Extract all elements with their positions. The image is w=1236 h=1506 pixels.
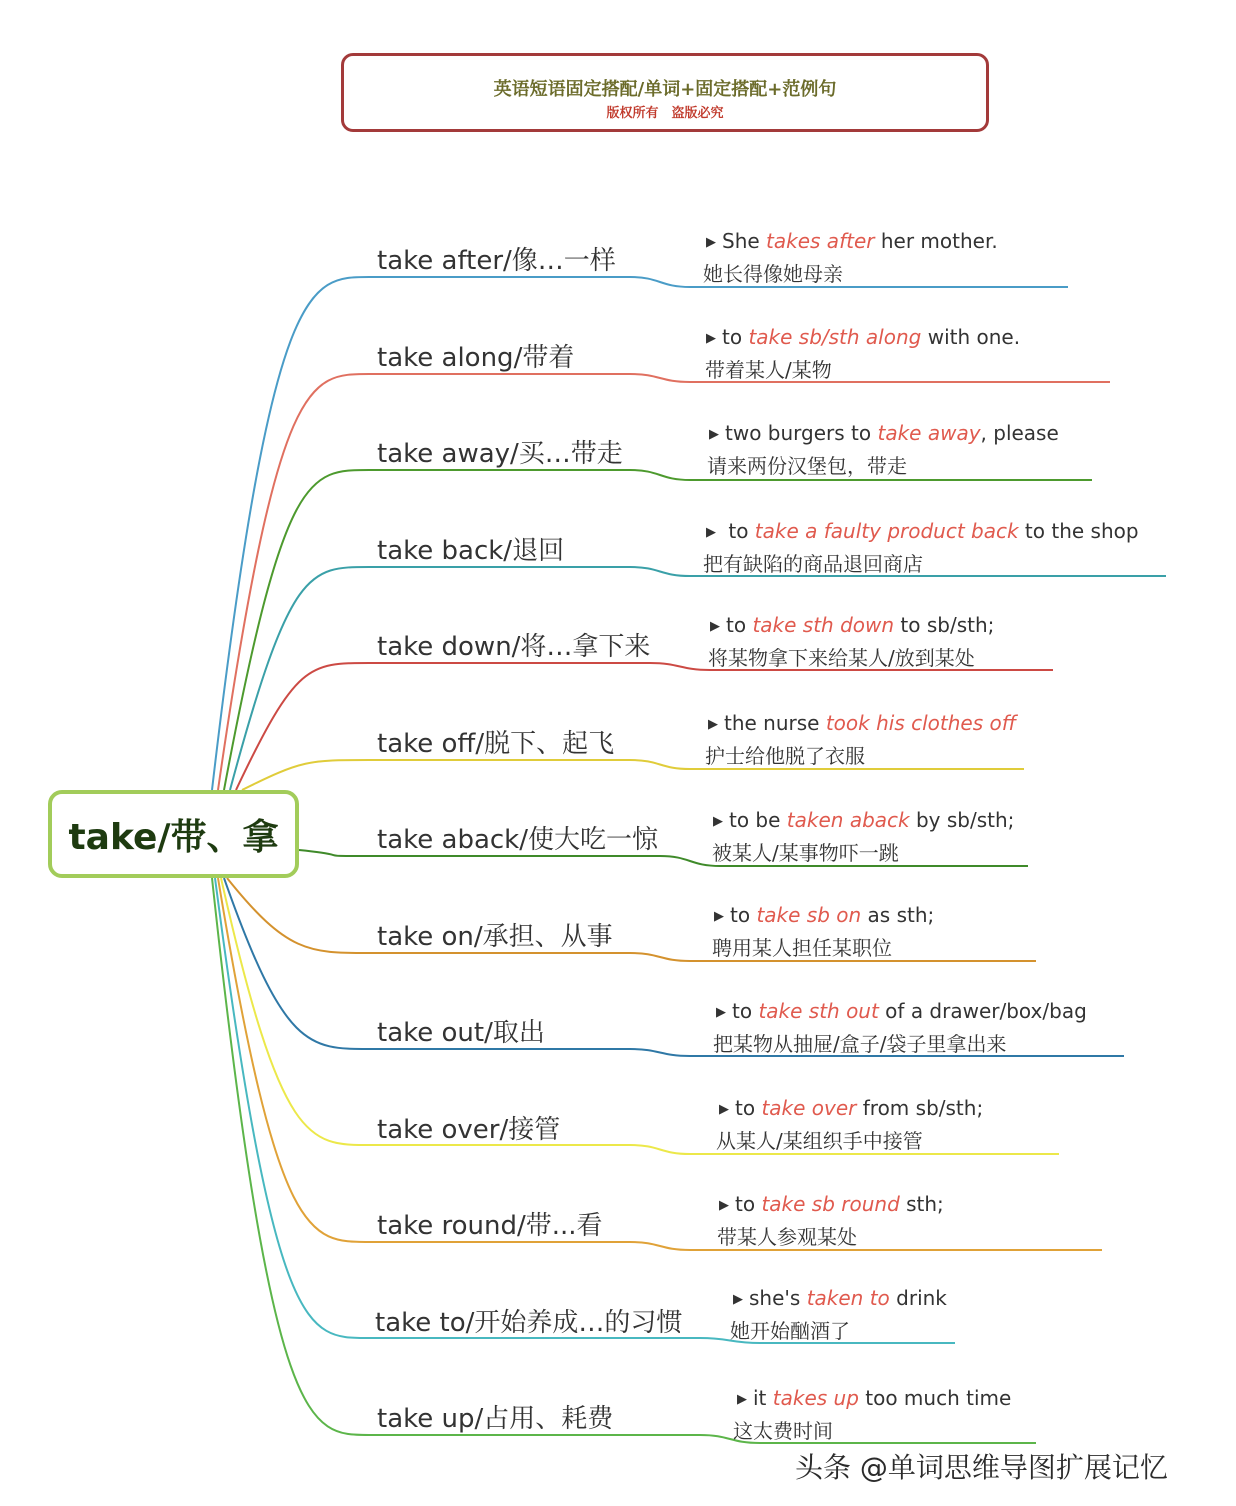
bullet-triangle-icon: ▶	[719, 1198, 729, 1213]
example-phrase-highlight: take sb/sth along	[748, 325, 922, 349]
page-title: 英语短语固定搭配/单词+固定搭配+范例句	[493, 79, 837, 100]
branch-label: take out/取出	[377, 1018, 545, 1048]
example-translation: 将某物拿下来给某人/放到某处	[708, 646, 975, 670]
example-text: to sb/sth;	[894, 613, 995, 637]
bullet-triangle-icon: ▶	[706, 331, 716, 346]
branch-label: take round/带...看	[377, 1211, 603, 1241]
example-phrase-highlight: took his clothes off	[825, 711, 1017, 735]
example-sentence	[737, 1386, 1011, 1410]
branch-label: take on/承担、从事	[377, 922, 613, 952]
example-sentence	[708, 711, 1016, 735]
example-text: from sb/sth;	[856, 1096, 984, 1120]
example-text: too much time	[858, 1386, 1012, 1410]
example-phrase-highlight: takes after	[766, 229, 875, 253]
example-text: to	[730, 903, 757, 927]
branch-label: take over/接管	[377, 1115, 561, 1145]
example-text: to	[722, 519, 755, 543]
example-phrase-highlight: take sb on	[756, 903, 862, 927]
example-phrase-highlight: take over	[761, 1096, 857, 1120]
bullet-triangle-icon: ▶	[706, 525, 716, 540]
example-text: to	[735, 1096, 762, 1120]
example-translation: 她长得像她母亲	[703, 262, 843, 286]
example-text: her mother.	[874, 229, 998, 253]
branch-connector	[212, 878, 1036, 1443]
bullet-triangle-icon: ▶	[716, 1005, 726, 1020]
example-sentence	[719, 1096, 983, 1120]
branch-connector	[218, 878, 1102, 1250]
example-sentence	[709, 421, 1059, 445]
example-translation: 把某物从抽屉/盒子/袋子里拿出来	[713, 1032, 1007, 1056]
example-phrase-highlight: take sth out	[758, 999, 879, 1023]
example-sentence	[710, 613, 994, 637]
example-translation: 请来两份汉堡包，带走	[707, 454, 907, 478]
example-text: to the shop	[1018, 519, 1139, 543]
example-phrase-highlight: take away	[877, 421, 981, 445]
example-sentence	[706, 325, 1020, 349]
branch-label: take along/带着	[377, 343, 575, 373]
example-text: , please	[980, 421, 1059, 445]
example-translation: 从某人/某组织手中接管	[716, 1129, 923, 1153]
example-translation: 被某人/某事物吓一跳	[712, 841, 899, 865]
branch-label: take aback/使大吃一惊	[377, 825, 658, 855]
example-phrase-highlight: take sth down	[752, 613, 895, 637]
bullet-triangle-icon: ▶	[737, 1392, 747, 1407]
example-phrase-highlight: take a faulty product back	[754, 519, 1019, 543]
example-text: as sth;	[861, 903, 935, 927]
example-sentence	[706, 229, 998, 253]
bullet-triangle-icon: ▶	[713, 814, 723, 829]
example-sentence	[733, 1286, 947, 1310]
bullet-triangle-icon: ▶	[709, 427, 719, 442]
example-text: with one.	[921, 325, 1021, 349]
example-phrase-highlight: taken aback	[786, 808, 910, 832]
branch-label: take after/像…一样	[377, 246, 616, 276]
example-text: drink	[889, 1286, 947, 1310]
bullet-triangle-icon: ▶	[706, 235, 716, 250]
example-sentence	[713, 808, 1014, 832]
example-text: to	[732, 999, 759, 1023]
example-translation: 这太费时间	[733, 1419, 833, 1443]
watermark: 头条 @单词思维导图扩展记忆	[795, 1451, 1168, 1484]
example-phrase-highlight: take sb round	[761, 1192, 900, 1216]
example-translation: 护士给他脱了衣服	[705, 744, 865, 768]
bullet-triangle-icon: ▶	[719, 1102, 729, 1117]
example-text: two burgers to	[725, 421, 878, 445]
example-text: by sb/sth;	[909, 808, 1015, 832]
example-text: to	[726, 613, 753, 637]
example-translation: 带某人参观某处	[717, 1225, 857, 1249]
example-text: to be	[729, 808, 787, 832]
branch-label: take off/脱下、起飞	[377, 729, 615, 759]
example-translation: 聘用某人担任某职位	[712, 936, 892, 960]
bullet-triangle-icon: ▶	[710, 619, 720, 634]
example-translation: 把有缺陷的商品退回商店	[703, 552, 923, 576]
example-sentence	[719, 1192, 944, 1216]
example-translation: 带着某人/某物	[705, 358, 832, 382]
branch-label: take to/开始养成…的习惯	[375, 1308, 683, 1338]
example-sentence	[716, 999, 1087, 1023]
example-text: it	[753, 1386, 773, 1410]
bullet-triangle-icon: ▶	[708, 717, 718, 732]
example-sentence	[706, 519, 1139, 543]
example-text: sth;	[899, 1192, 944, 1216]
branch-label: take back/退回	[377, 536, 565, 566]
example-translation: 她开始酗酒了	[730, 1319, 850, 1343]
branch-label: take up/占用、耗费	[377, 1404, 614, 1434]
branch-label: take away/买…带走	[377, 439, 623, 469]
example-text: the nurse	[724, 711, 826, 735]
example-text: of a drawer/box/bag	[878, 999, 1087, 1023]
bullet-triangle-icon: ▶	[714, 909, 724, 924]
example-phrase-highlight: taken to	[806, 1286, 890, 1310]
copyright-notice: 版权所有 盗版必究	[606, 106, 724, 121]
example-text: to	[735, 1192, 762, 1216]
root-node: take/带、拿	[48, 790, 299, 878]
branch-label: take down/将…拿下来	[377, 632, 651, 662]
example-text: She	[722, 229, 767, 253]
example-phrase-highlight: takes up	[772, 1386, 859, 1410]
branch-connector	[242, 760, 1024, 790]
branch-connector	[230, 567, 1166, 790]
title-box	[341, 53, 989, 132]
example-sentence	[714, 903, 934, 927]
bullet-triangle-icon: ▶	[733, 1292, 743, 1307]
example-text: she's	[749, 1286, 807, 1310]
example-text: to	[722, 325, 749, 349]
